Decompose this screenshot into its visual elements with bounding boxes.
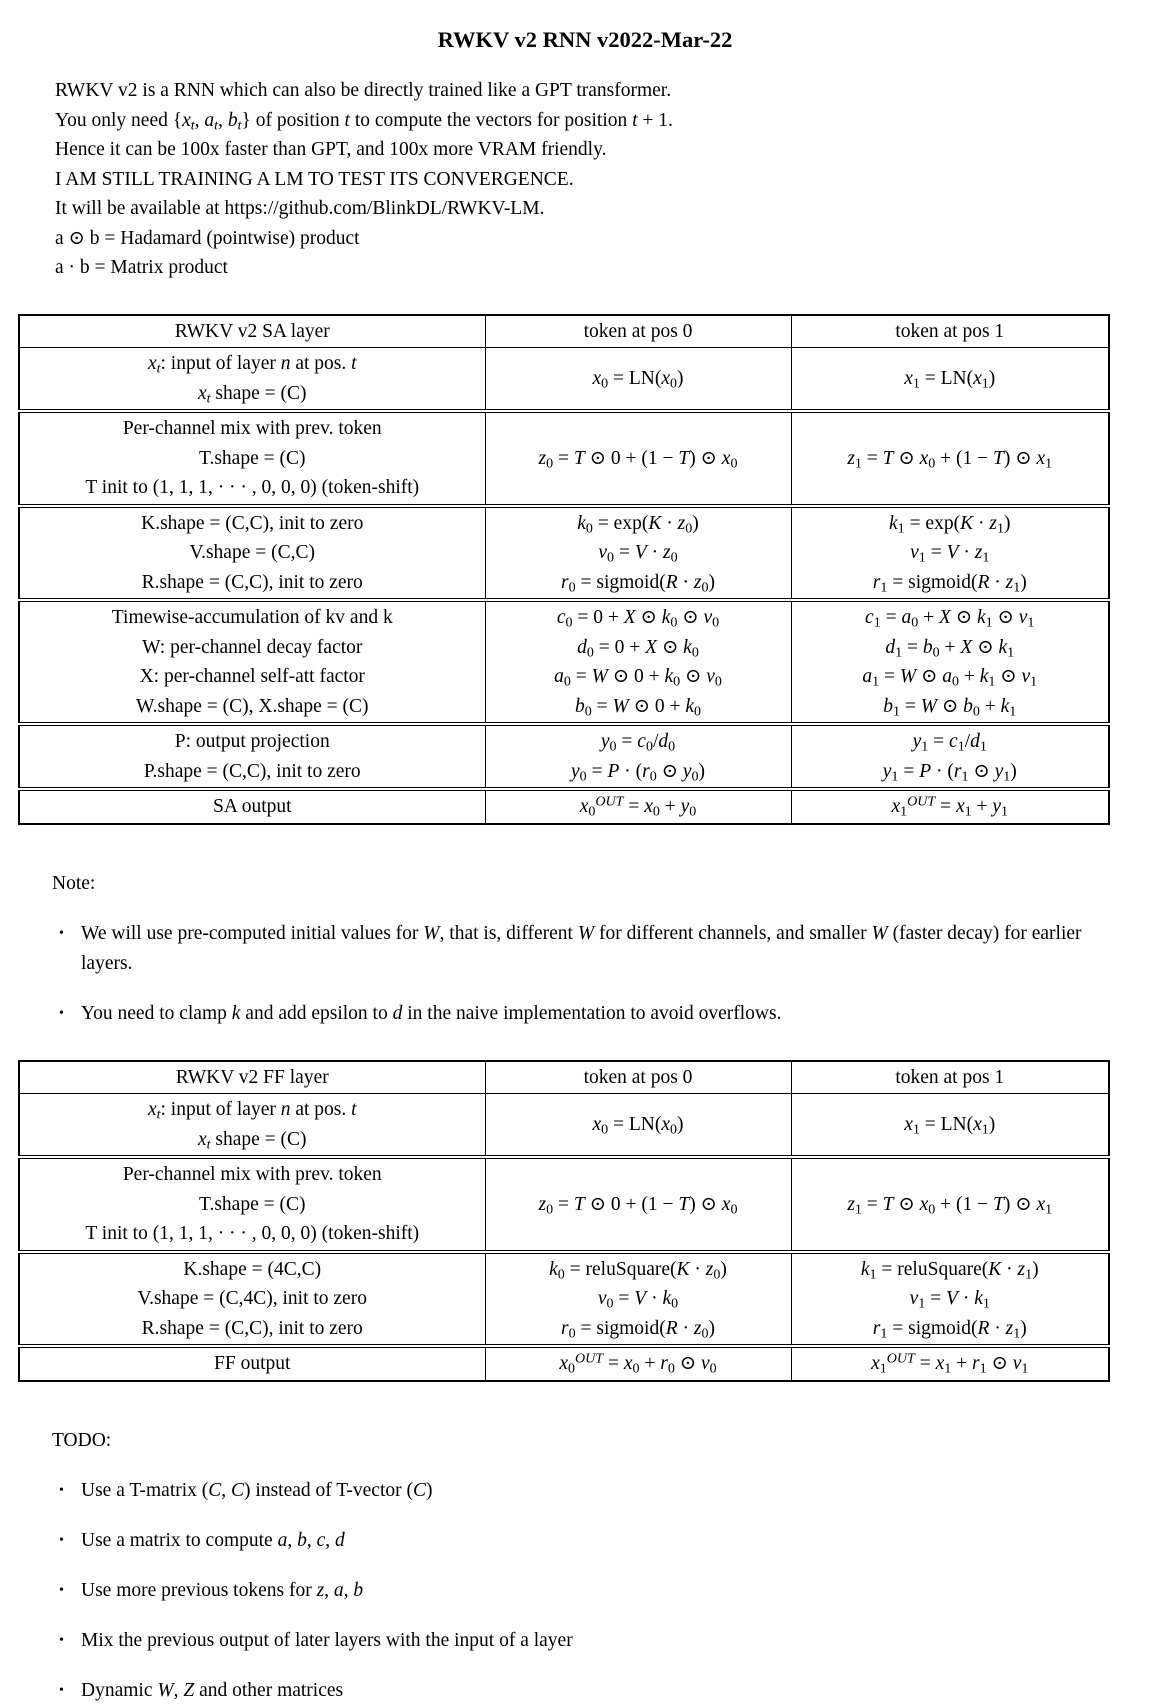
pos0-formula-cell xyxy=(485,348,791,412)
formula-line: $k_1$ = reluSquare(K · $z_1$) xyxy=(860,1258,1039,1282)
pos1-formula-cell xyxy=(791,1094,1109,1158)
pos0-formula-cell xyxy=(485,1157,791,1252)
col-header-pos0: token at pos 0 xyxy=(485,315,791,348)
formula-line: $x_0^{OUT} = x_0 + r_0$ ⊙ $v_0$ xyxy=(559,1350,717,1377)
formula-line: Timewise-accumulation of kv and k xyxy=(111,607,393,628)
formula-line: $a_0 = W$ ⊙ $0 + k_0$ ⊙ $v_0$ xyxy=(554,666,722,690)
formula-line: $v_1 = V \cdot k_1$ xyxy=(909,1288,990,1312)
formula-line: $x_t$ shape = (C) xyxy=(197,382,307,406)
intro-line: You only need {$x_t$, $a_t$, $b_t$} of position t to compute the vectors for position t + 1. xyxy=(55,109,673,133)
formula-line: $x_1 = LN(x_1)$ xyxy=(904,367,996,392)
table-title-cell: RWKV v2 FF layer xyxy=(19,1061,485,1094)
intro-line: a · b = Matrix product xyxy=(55,257,228,278)
note-bullet-list xyxy=(0,919,1170,1029)
table-row xyxy=(19,724,1109,789)
row-label-cell xyxy=(19,1157,485,1252)
bullet-item: • Mix the previous output of later layers with the input of a layer xyxy=(57,1626,1092,1656)
intro-line: a ⊙ b = Hadamard (pointwise) product xyxy=(55,227,360,249)
formula-line: $x_0 = LN(x_0)$ xyxy=(592,1113,684,1138)
intro-line: It will be available at https://github.com/BlinkDL/RWKV-LM. xyxy=(55,198,545,219)
note-heading: Note: xyxy=(52,872,96,894)
row-label-cell xyxy=(19,789,485,824)
formula-line: P.shape = (C,C), init to zero xyxy=(143,760,361,782)
formula-line: $v_1 = V \cdot z_1$ xyxy=(910,542,990,566)
formula-line: $v_0 = V \cdot k_0$ xyxy=(597,1288,679,1312)
formula-line: $r_0$ = sigmoid(R · $z_0$) xyxy=(561,571,715,595)
formula-line: $b_0 = W$ ⊙ $0 + k_0$ xyxy=(574,695,702,719)
row-label-cell xyxy=(19,506,485,601)
pos1-formula-cell xyxy=(791,411,1109,506)
bullet-item: • We will use pre-computed initial values for W, that is, different W for different channels, and smaller W (faster decay) for earlier layers. xyxy=(57,919,1092,979)
formula-line: $x_1 = LN(x_1)$ xyxy=(904,1113,996,1138)
row-label-cell xyxy=(19,1252,485,1347)
row-label-cell xyxy=(19,600,485,724)
pos1-formula-cell xyxy=(791,600,1109,724)
formula-line: $a_1 = W$ ⊙ $a_0 + k_1$ ⊙ $v_1$ xyxy=(862,666,1038,690)
bullet-item: • Use a matrix to compute a, b, c, d xyxy=(57,1526,1092,1556)
formula-line: W.shape = (C), X.shape = (C) xyxy=(136,695,369,717)
formula-line: T init to (1, 1, 1, · · · , 0, 0, 0) (token-shift) xyxy=(85,1223,420,1244)
row-label-cell xyxy=(19,724,485,789)
intro-paragraph xyxy=(55,76,1130,283)
formula-line: R.shape = (C,C), init to zero xyxy=(141,571,363,593)
col-header-pos1: token at pos 1 xyxy=(791,315,1109,348)
table-row xyxy=(19,789,1109,824)
formula-line: T.shape = (C) xyxy=(199,447,306,469)
table-row xyxy=(19,1252,1109,1347)
formula-line: $x_1^{OUT} = x_1 + r_1$ ⊙ $v_1$ xyxy=(871,1350,1029,1377)
col-header-pos0: token at pos 0 xyxy=(485,1061,791,1094)
todo-heading: TODO: xyxy=(52,1429,112,1451)
row-label-cell xyxy=(19,348,485,412)
formula-line: $k_1 = \exp(K \cdot z_1)$ xyxy=(889,512,1011,536)
formula-line: $y_0 = P \cdot (r_0$ ⊙ $y_0$) xyxy=(571,760,705,784)
intro-line: Hence it can be 100x faster than GPT, and 100x more VRAM friendly. xyxy=(55,139,607,160)
table-row xyxy=(19,1094,1109,1158)
formula-line: $x_t$: input of layer n at pos. t xyxy=(147,1099,357,1123)
formula-line: $v_0 = V \cdot z_0$ xyxy=(598,542,678,566)
formula-line: $r_0$ = sigmoid(R · $z_0$) xyxy=(561,1317,715,1341)
table-row xyxy=(19,1157,1109,1252)
formula-line: $z_1 = T$ ⊙ $x_0 + (1 - T)$ ⊙ $x_1$ xyxy=(847,1193,1053,1217)
formula-line: K.shape = (4C,C) xyxy=(183,1258,322,1280)
pos0-formula-cell xyxy=(485,1346,791,1381)
formula-line: $z_1 = T$ ⊙ $x_0 + (1 - T)$ ⊙ $x_1$ xyxy=(847,447,1053,471)
formula-line: $d_1 = b_0 + X$ ⊙ $k_1$ xyxy=(885,636,1015,660)
formula-line: R.shape = (C,C), init to zero xyxy=(141,1317,363,1339)
pos0-formula-cell xyxy=(485,1094,791,1158)
formula-line: SA output xyxy=(212,796,292,817)
pos1-formula-cell xyxy=(791,1157,1109,1252)
table-row xyxy=(19,411,1109,506)
bullet-item: • Use a T-matrix (C, C) instead of T-vector (C) xyxy=(57,1476,1092,1506)
row-label-cell xyxy=(19,1094,485,1158)
table-header-row xyxy=(19,315,1109,348)
formula-line: V.shape = (C,4C), init to zero xyxy=(137,1288,367,1309)
formula-line: W: per-channel decay factor xyxy=(142,636,363,658)
pos0-formula-cell xyxy=(485,411,791,506)
formula-line: K.shape = (C,C), init to zero xyxy=(141,512,364,534)
pos1-formula-cell xyxy=(791,1252,1109,1347)
formula-line: $k_0 = \exp(K \cdot z_0)$ xyxy=(577,512,699,536)
pos0-formula-cell xyxy=(485,506,791,601)
table-row xyxy=(19,1346,1109,1381)
formula-line: $y_1 = c_1/d_1$ xyxy=(912,731,987,755)
formula-line: $r_1$ = sigmoid(R · $z_1$) xyxy=(872,1317,1027,1341)
sa-layer-table xyxy=(18,314,1110,825)
row-label-cell xyxy=(19,411,485,506)
formula-line: $r_1$ = sigmoid(R · $z_1$) xyxy=(872,571,1027,595)
todo-bullet-list xyxy=(0,1476,1170,1706)
formula-line: $k_0$ = reluSquare(K · $z_0$) xyxy=(549,1258,727,1282)
pos0-formula-cell xyxy=(485,724,791,789)
formula-line: $z_0 = T$ ⊙ 0 + (1 − T) ⊙ $x_0$ xyxy=(538,1193,738,1217)
row-label-cell xyxy=(19,1346,485,1381)
formula-line: T.shape = (C) xyxy=(199,1193,306,1215)
formula-line: $x_0 = LN(x_0)$ xyxy=(592,367,684,392)
ff-layer-table xyxy=(18,1060,1110,1382)
intro-line: RWKV v2 is a RNN which can also be directly trained like a GPT transformer. xyxy=(55,80,672,101)
formula-line: $x_1^{OUT} = x_1 + y_1$ xyxy=(891,793,1009,820)
pos1-formula-cell xyxy=(791,724,1109,789)
formula-line: $y_1 = P \cdot (r_1$ ⊙ $y_1$) xyxy=(882,760,1017,784)
formula-line: Per-channel mix with prev. token xyxy=(122,1164,382,1185)
pos1-formula-cell xyxy=(791,1346,1109,1381)
formula-line: $x_0^{OUT} = x_0 + y_0$ xyxy=(579,793,697,820)
formula-line: V.shape = (C,C) xyxy=(189,542,315,563)
pos1-formula-cell xyxy=(791,789,1109,824)
table-title-cell: RWKV v2 SA layer xyxy=(19,315,485,348)
formula-line: $y_0 = c_0/d_0$ xyxy=(600,731,676,755)
formula-line: $d_0 = 0 + X$ ⊙ $k_0$ xyxy=(577,636,699,660)
formula-line: $x_t$ shape = (C) xyxy=(197,1128,307,1152)
formula-line: T init to (1, 1, 1, · · · , 0, 0, 0) (token-shift) xyxy=(85,477,420,498)
formula-line: FF output xyxy=(214,1353,291,1374)
table-row xyxy=(19,506,1109,601)
pos1-formula-cell xyxy=(791,506,1109,601)
formula-line: X: per-channel self-att factor xyxy=(139,666,365,687)
formula-line: $c_0 = 0 + X$ ⊙ $k_0$ ⊙ $v_0$ xyxy=(556,607,720,631)
pos0-formula-cell xyxy=(485,1252,791,1347)
formula-line: P: output projection xyxy=(174,731,330,752)
formula-line: $b_1 = W$ ⊙ $b_0 + k_1$ xyxy=(883,695,1017,719)
table-row xyxy=(19,348,1109,412)
bullet-item: • Use more previous tokens for z, a, b xyxy=(57,1576,1092,1606)
table-header-row xyxy=(19,1061,1109,1094)
pos0-formula-cell xyxy=(485,789,791,824)
table-row xyxy=(19,600,1109,724)
page-title: RWKV v2 RNN v2022-Mar-22 xyxy=(437,27,733,52)
col-header-pos1: token at pos 1 xyxy=(791,1061,1109,1094)
bullet-item: • You need to clamp k and add epsilon to d in the naive implementation to avoid overflows. xyxy=(57,999,1092,1029)
formula-line: $x_t$: input of layer n at pos. t xyxy=(147,353,357,377)
pos1-formula-cell xyxy=(791,348,1109,412)
bullet-item: • Dynamic W, Z and other matrices xyxy=(57,1676,1092,1706)
formula-line: $c_1 = a_0 + X$ ⊙ $k_1$ ⊙ $v_1$ xyxy=(865,607,1035,631)
formula-line: $z_0 = T$ ⊙ 0 + (1 − T) ⊙ $x_0$ xyxy=(538,447,738,471)
intro-line: I AM STILL TRAINING A LM TO TEST ITS CONVERGENCE. xyxy=(55,168,574,190)
formula-line: Per-channel mix with prev. token xyxy=(122,418,382,439)
pos0-formula-cell xyxy=(485,600,791,724)
